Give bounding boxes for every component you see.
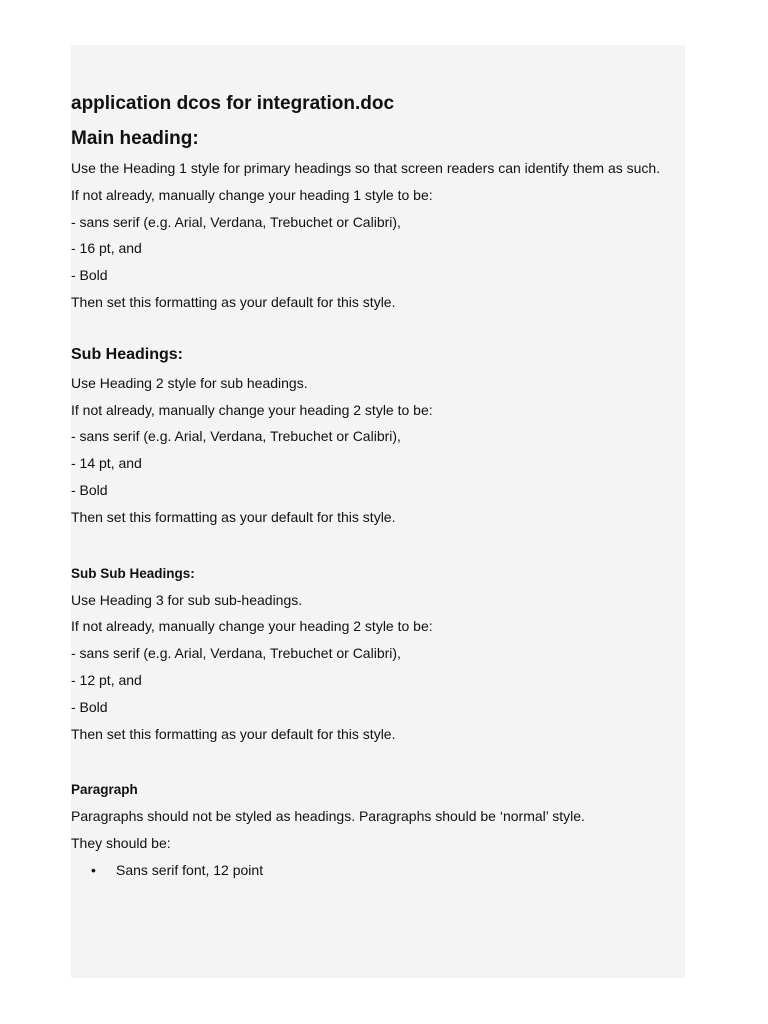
main-line-4: - 16 pt, and (71, 240, 142, 257)
sub-line-1: Use Heading 2 style for sub headings. (71, 374, 308, 391)
bullet-icon: • (91, 861, 96, 878)
paragraph-heading: Paragraph (71, 782, 138, 798)
sub-line-2: If not already, manually change your heading 2 style to be: (71, 401, 433, 418)
sub-line-3: - sans serif (e.g. Arial, Verdana, Trebuchet or Calibri), (71, 428, 401, 445)
subsub-line-1: Use Heading 3 for sub sub-headings. (71, 591, 303, 608)
paragraph-line-1: Paragraphs should not be styled as headings. Paragraphs should be ‘normal’ style. (71, 808, 585, 825)
main-line-1: Use the Heading 1 style for primary headings so that screen readers can identify them as such. (71, 160, 661, 176)
sub-line-5: - Bold (71, 481, 108, 498)
main-line-3: - sans serif (e.g. Arial, Verdana, Trebuchet or Calibri), (71, 213, 401, 230)
bullet-text: Sans serif font, 12 point (116, 861, 264, 878)
subsub-line-4: - 12 pt, and (71, 671, 142, 688)
paragraph-bullet-list (71, 857, 671, 884)
main-heading: Main heading: (71, 128, 199, 149)
list-item (71, 857, 671, 884)
document-body (71, 128, 671, 884)
subsub-line-6: Then set this formatting as your default for this style. (71, 725, 396, 742)
main-line-5: - Bold (71, 267, 108, 284)
subsub-line-5: - Bold (71, 698, 108, 715)
document-title: application dcos for integration.doc (71, 93, 395, 114)
paragraph-line-2: They should be: (71, 835, 171, 852)
sub-line-4: - 14 pt, and (71, 455, 142, 472)
subsub-line-2: If not already, manually change your heading 2 style to be: (71, 618, 433, 635)
sub-heading: Sub Headings: (71, 345, 184, 363)
subsub-heading: Sub Sub Headings: (71, 565, 195, 581)
subsub-line-3: - sans serif (e.g. Arial, Verdana, Trebuchet or Calibri), (71, 645, 401, 662)
main-line-2: If not already, manually change your heading 1 style to be: (71, 186, 433, 203)
main-line-6: Then set this formatting as your default for this style. (71, 293, 396, 310)
sub-line-6: Then set this formatting as your default for this style. (71, 508, 396, 525)
